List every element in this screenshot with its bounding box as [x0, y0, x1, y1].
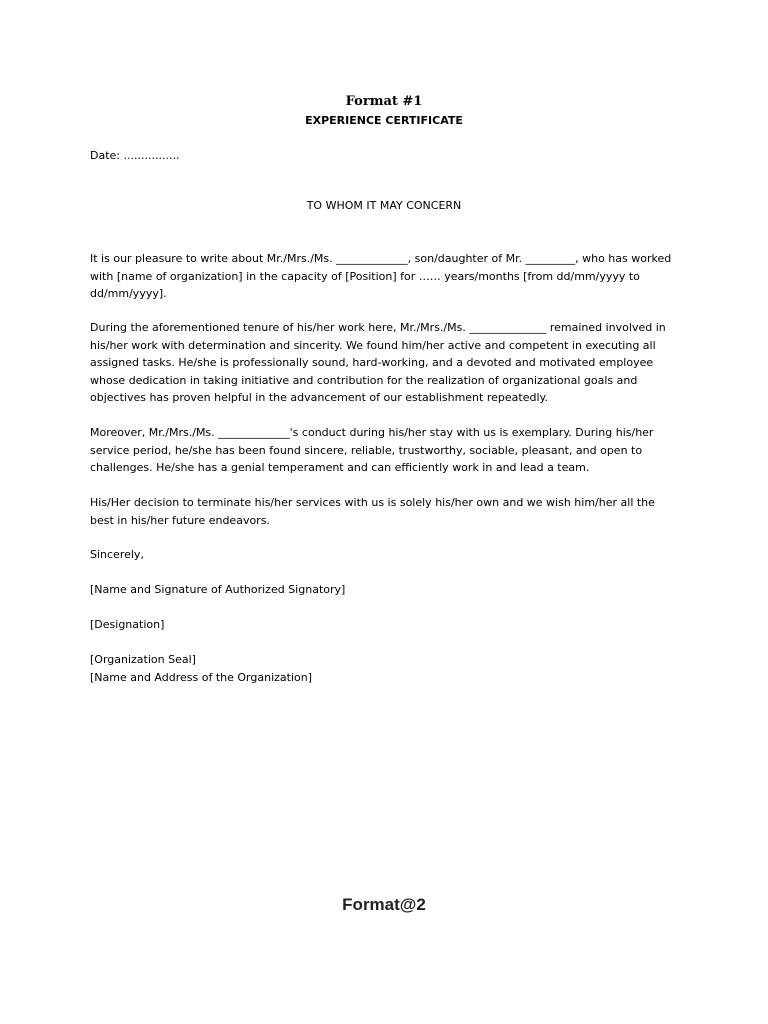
format-heading: Format #1 [345, 94, 423, 109]
salutation: TO WHOM IT MAY CONCERN [306, 199, 462, 212]
signatory-placeholder: [Name and Signature of Authorized Signatory] [90, 583, 346, 596]
paragraph-intro: It is our pleasure to write about Mr./Mrs./Ms. _____________, son/daughter of Mr. _________, who has worked with [name of organization] in the capacity of [Position] for …… years/months [from dd/mm/yyyy to dd/mm/yyyy]. [90, 252, 672, 300]
date-line: Date: ................ [90, 149, 180, 162]
organization-name-address-placeholder: [Name and Address of the Organization] [90, 671, 312, 684]
paragraph-conduct: Moreover, Mr./Mrs./Ms. _____________'s conduct during his/her stay with us is exemplary. During his/her service period, he/she has been found sincere, reliable, trustworthy, sociable, pleasant, and open to challenges. He/she has a genial temperament and can efficiently work in and lead a team. [90, 426, 654, 474]
organization-seal-placeholder: [Organization Seal] [90, 653, 196, 666]
paragraph-tenure: During the aforementioned tenure of his/her work here, Mr./Mrs./Ms. ______________ remained involved in his/her work with determination and sincerity. We found him/her active and competent in executing all assigned tasks. He/she is professionally sound, hard-working, and a devoted and motivated employee whose dedication in taking initiative and contribution for the realization of organizational goals and objectives has proven helpful in the advancement of our establishment repeatedly. [90, 321, 666, 404]
next-format-heading: Format@2 [342, 895, 426, 914]
designation-placeholder: [Designation] [90, 618, 165, 631]
certificate-title: EXPERIENCE CERTIFICATE [305, 114, 463, 127]
closing: Sincerely, [90, 548, 144, 561]
paragraph-farewell: His/Her decision to terminate his/her services with us is solely his/her own and we wish him/her all the best in his/her future endeavors. [90, 496, 655, 527]
